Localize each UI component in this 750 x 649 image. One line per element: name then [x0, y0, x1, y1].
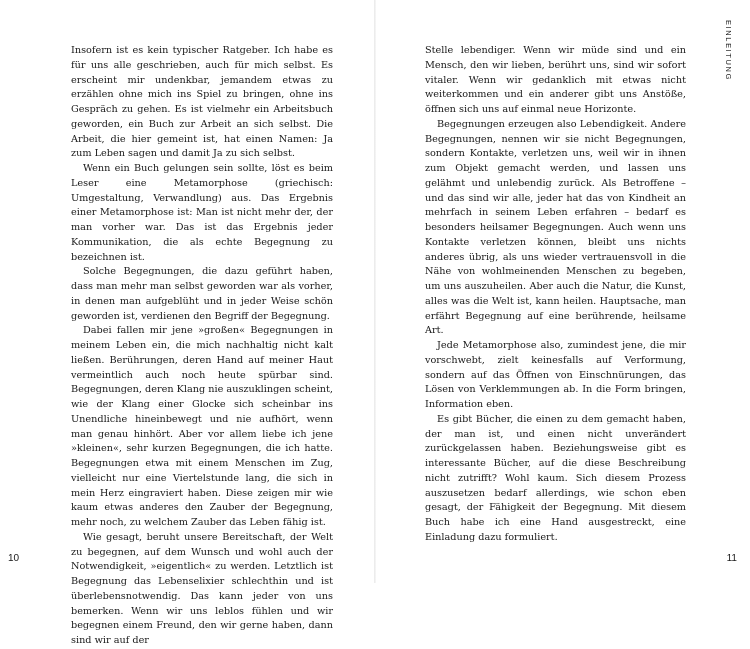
page-number-right: 11	[726, 553, 737, 564]
paragraph: Dabei fallen mir jene »großen« Begegnungen in meinem Leben ein, die mich nachhaltig nicht kalt ließen. Berührungen, deren Hand auf meiner Haut vermeintlich auch noch heute spürbar sind. Begegnungen, deren Klang nie auszuklingen scheint, wie der Klang einer Glocke sich scheinbar ins Unendliche hineinbewegt und nie aufhört, wenn man genau hinhört. Aber vor allem liebe ich jene »kleinen«, sehr kurzen Begegnungen, die ich hatte. Begegnungen etwa mit einem Menschen im Zug, vielleicht nur eine Viertelstunde lang, die sich in mein Herz eingraviert haben. Diese zeigen mir wie kaum etwas anderes den Zauber der Begegnung, mehr noch, zu welchem Zauber das Leben fähig ist.	[71, 325, 334, 528]
left-page-text	[71, 44, 333, 649]
paragraph: Begegnungen erzeugen also Lebendigkeit. Andere Begegnungen, nennen wir sie nicht Begegnungen, sondern Kontakte, verletzen uns, weil wir in ihnen zum Objekt gemacht werden, und lassen uns gelähmt und unlebendig zurück. Als Betroffene – und das sind wir alle, jeder hat das von Kindheit an mehrfach in seinem Leben erfahren – bedarf es besonders heilsamer Begegnungen. Auch wenn uns Kontakte verletzen können, bleibt uns nichts anderes übrig, als uns wieder vertrauensvoll in die Nähe von wohlmeinenden Menschen zu begeben, um uns auszuheilen. Aber auch die Natur, die Kunst, alles was die Welt ist, kann heilen. Hauptsache, man erfährt Begegnung auf eine berührende, heilsame Art.	[425, 118, 686, 337]
paragraph: Wie gesagt, beruht unsere Bereitschaft, der Welt zu begegnen, auf dem Wunsch und wohl auch der Notwendigkeit, »eigentlich« zu werden. Letztlich ist Begegnung das Lebenselixier schlechthin und ist überlebensnotwendig. Das kann jeder von uns bemerken. Wenn wir uns leblos fühlen und wir begegnen einem Freund, den wir gerne haben, dann sind wir auf der	[71, 531, 333, 646]
paragraph: Insofern ist es kein typischer Ratgeber. Ich habe es für uns alle geschrieben, auch für mich selbst. Es erscheint mir undenkbar, jemandem etwas zu erzählen ohne mich ins Spiel zu bringen, ohne ins Gespräch zu gehen. Es ist vielmehr ein Arbeitsbuch geworden, ein Buch zur Arbeit an sich selbst. Die Arbeit, die hier gemeint ist, hat einen Namen: Ja zum Leben sagen und damit Ja zu sich selbst.	[71, 45, 333, 160]
paragraph: Jede Metamorphose also, zumindest jene, die mir vorschwebt, zielt keinesfalls auf Verformung, sondern auf das Öffnen von Einschnürungen, das Lösen von Verklemmungen ab. In die Form bringen, Information eben.	[425, 340, 686, 410]
paragraph: Wenn ein Buch gelungen sein sollte, löst es beim Leser eine Metamorphose (griechisch: Umgestaltung, Verwandlung) aus. Das Ergebnis einer Metamorphose ist: Man ist nicht mehr der, der man vorher war. Das ist das Ergebnis jeder Kommunikation, die als echte Begegnung zu bezeichnen ist.	[71, 163, 333, 263]
paragraph: Solche Begegnungen, die dazu geführt haben, dass man mehr man selbst geworden war als vorher, in denen man aufgeblüht und in jeder Weise schön geworden ist, verdienen den Begriff der Begegnung.	[71, 266, 333, 322]
page-number-left: 10	[8, 553, 20, 564]
paragraph: Stelle lebendiger. Wenn wir müde sind und ein Mensch, den wir lieben, berührt uns, sind wir sofort vitaler. Wenn wir gedanklich mit etwas nicht weiterkommen und ein anderer gibt uns Anstöße, öffnen sich uns auf einmal neue Horizonte.	[425, 45, 686, 115]
paragraph: Es gibt Bücher, die einen zu dem gemacht haben, der man ist, und einen nicht unverändert zurückgelassen haben. Beziehungsweise gibt es interessante Bücher, auf die diese Beschreibung nicht zutrifft? Wohl kaum. Sich diesem Prozess auszusetzen bedarf allerdings, wie schon eben gesagt, der Fähigkeit der Begegnung. Mit diesem Buch habe ich eine Hand ausgestreckt, eine Einladung dazu formuliert.	[425, 413, 686, 543]
left-page	[0, 0, 375, 646]
right-page	[375, 0, 750, 583]
running-head: EINLEITUNG	[724, 20, 733, 82]
right-page-text	[425, 44, 686, 546]
